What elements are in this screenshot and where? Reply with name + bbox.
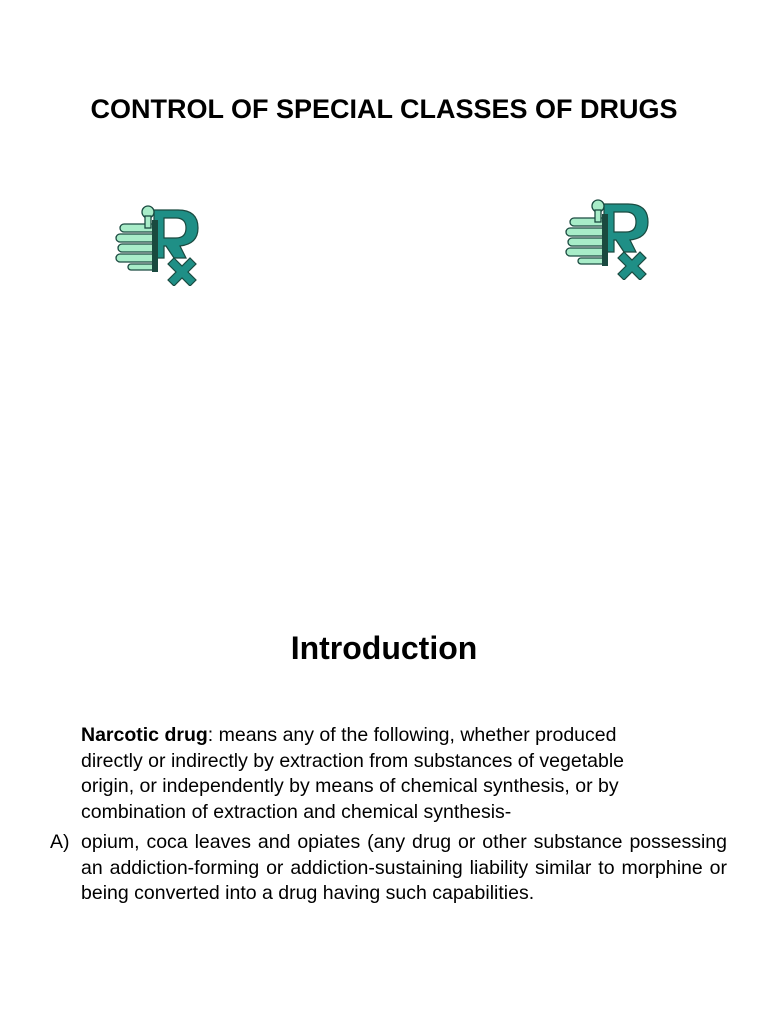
list-marker: A) <box>50 831 70 853</box>
list-text: opium, coca leaves and opiates (any drug or other substance possessing an addiction-forming or addiction-sustaining liability similar to morphine or being converted into a drug having such capabilities. <box>81 831 727 904</box>
definition-term: Narcotic drug <box>81 724 208 746</box>
definition-text: : means any of the following, whether produced directly or indirectly by extraction from substances of vegetable origin, or independently by means of chemical synthesis, or by combination of extraction and chemical synthesis- <box>81 724 625 823</box>
rx-mortar-pestle-icon <box>112 202 208 286</box>
definition-paragraph <box>81 723 681 825</box>
section-heading: Introduction <box>290 630 478 666</box>
rx-mortar-pestle-icon <box>562 196 658 280</box>
slide-title: CONTROL OF SPECIAL CLASSES OF DRUGS <box>90 94 678 124</box>
